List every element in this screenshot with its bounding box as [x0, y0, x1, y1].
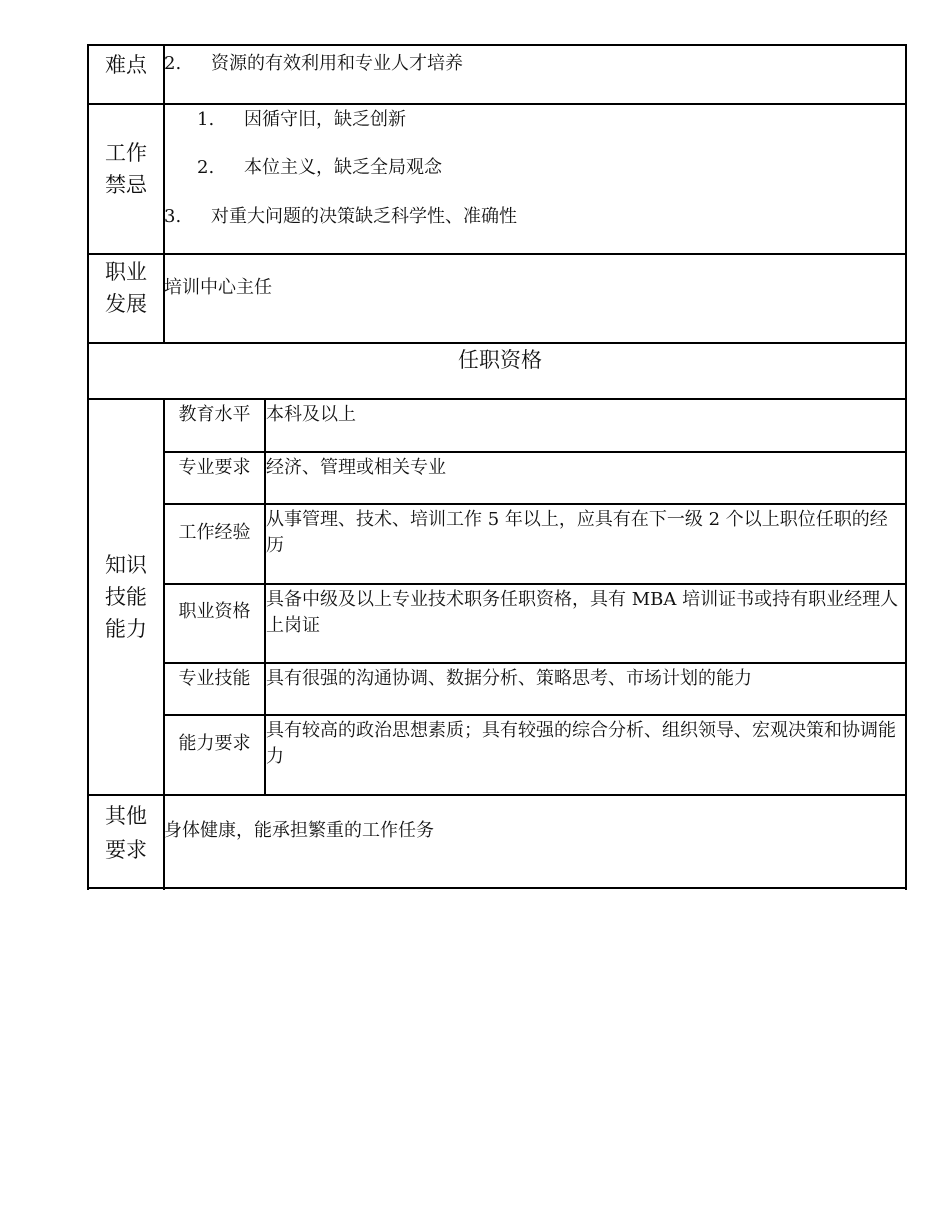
sub-row-line-4	[163, 662, 907, 664]
taboo-label-line1: 工作	[105, 141, 147, 165]
taboo-item-2-text: 本位主义，缺乏全局观念	[244, 157, 442, 178]
career-label-line1: 职业	[105, 260, 147, 284]
row-line-2	[87, 253, 907, 255]
difficulty-label	[89, 49, 163, 81]
other-label	[89, 799, 163, 867]
knowledge-item-name-6: 能力要求	[178, 733, 251, 754]
row-line-0	[87, 44, 907, 46]
knowledge-label-line3: 能力	[105, 617, 147, 641]
taboo-item-1-text: 因循守旧，缺乏创新	[244, 109, 406, 130]
taboo-item-3-text: 对重大问题的决策缺乏科学性、准确性	[211, 206, 517, 227]
difficulty-label-text: 难点	[105, 53, 147, 77]
knowledge-item-value-6: 具有较高的政治思想素质；具有较强的综合分析、组织领导、宏观决策和协调能力	[266, 720, 896, 767]
knowledge-item-name-1: 教育水平	[178, 404, 251, 425]
taboo-item-2	[197, 155, 442, 181]
sub-row-line-2	[163, 503, 907, 505]
taboo-item-1-num: 1.	[197, 109, 215, 130]
taboo-item-1	[197, 107, 406, 133]
row-line-4	[87, 398, 907, 400]
other-label-line2: 要求	[105, 838, 147, 862]
taboo-label-line2: 禁忌	[105, 173, 147, 197]
knowledge-item-name-4: 职业资格	[178, 601, 251, 622]
knowledge-item-name-5: 专业技能	[178, 668, 251, 689]
sub-row-line-1	[163, 451, 907, 453]
taboo-item-3	[164, 204, 517, 230]
career-text: 培训中心主任	[164, 277, 272, 298]
row-line-1	[87, 103, 907, 105]
difficulty-item-text: 资源的有效利用和专业人才培养	[211, 53, 463, 74]
difficulty-item-num: 2.	[164, 53, 182, 74]
knowledge-item-value-1: 本科及以上	[266, 404, 356, 425]
knowledge-item-value-5: 具有很强的沟通协调、数据分析、策略思考、市场计划的能力	[266, 668, 752, 689]
career-label-line2: 发展	[105, 292, 147, 316]
table-border-right	[905, 44, 907, 890]
knowledge-label-line1: 知识	[105, 553, 147, 577]
difficulty-item	[164, 51, 463, 77]
row-line-5	[87, 794, 907, 796]
career-label	[89, 256, 163, 320]
knowledge-label-line2: 技能	[105, 585, 147, 609]
taboo-label	[89, 137, 163, 201]
row-line-6	[87, 887, 907, 889]
taboo-item-2-num: 2.	[197, 157, 215, 178]
knowledge-item-value-3: 从事管理、技术、培训工作 5 年以上，应具有在下一级 2 个以上职位任职的经历	[266, 509, 888, 556]
knowledge-item-name-2: 专业要求	[178, 457, 251, 478]
other-label-line1: 其他	[105, 804, 147, 828]
knowledge-item-value-4: 具备中级及以上专业技术职务任职资格，具有 MBA 培训证书或持有职业经理人上岗证	[266, 589, 899, 636]
qualification-header-text: 任职资格	[458, 348, 542, 372]
sub-row-line-5	[163, 714, 907, 716]
qualification-header	[89, 344, 905, 376]
other-text: 身体健康，能承担繁重的工作任务	[164, 820, 434, 841]
sub-row-line-3	[163, 583, 907, 585]
knowledge-label	[89, 400, 163, 794]
knowledge-item-name-3: 工作经验	[178, 522, 251, 543]
taboo-item-3-num: 3.	[164, 206, 182, 227]
knowledge-item-value-2: 经济、管理或相关专业	[266, 457, 446, 478]
